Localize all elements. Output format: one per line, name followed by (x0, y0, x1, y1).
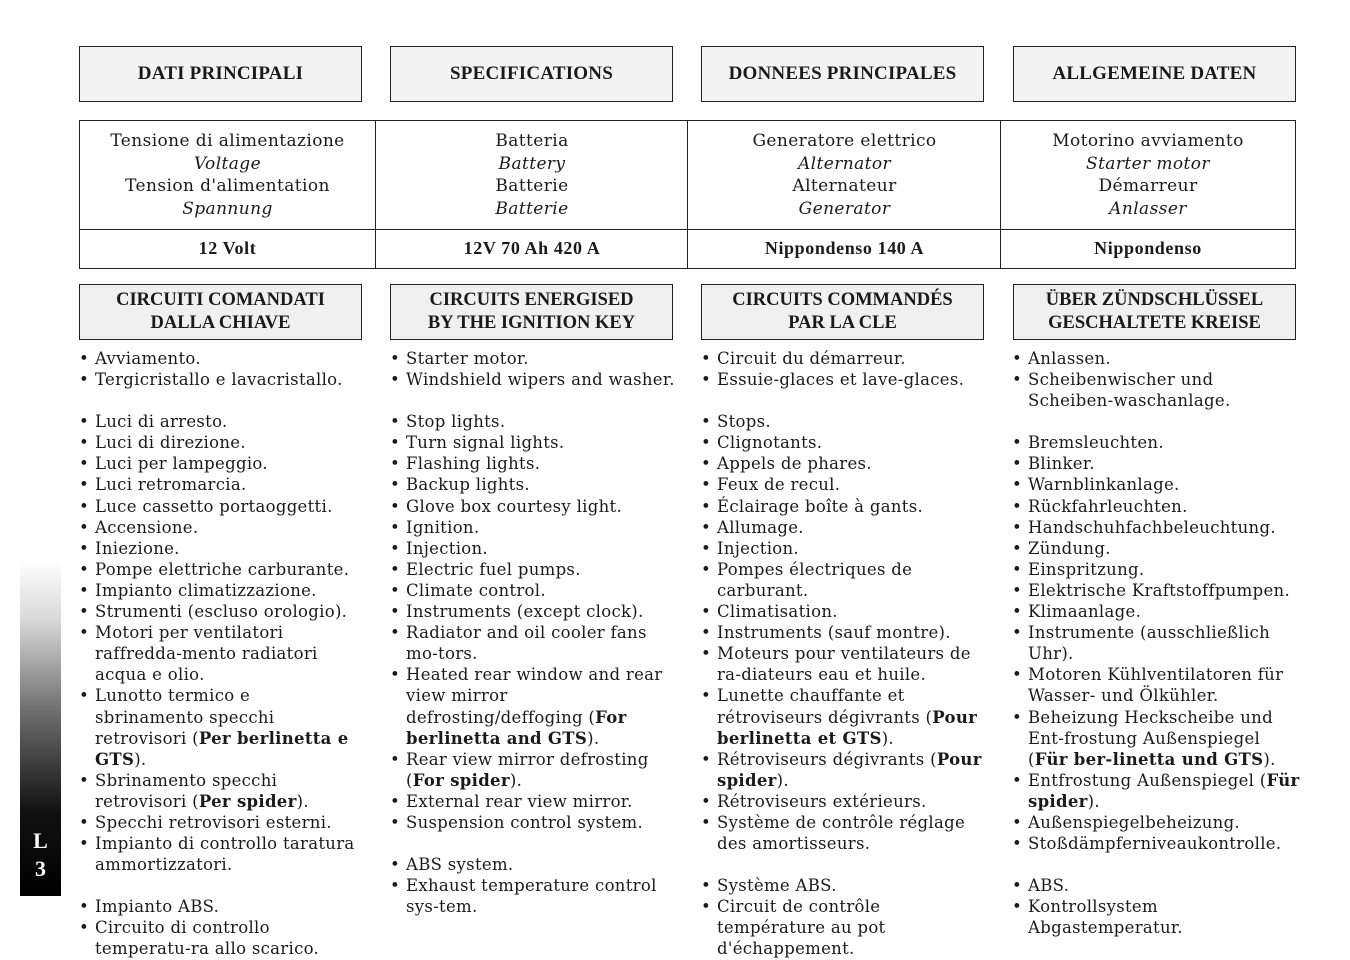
list-item: • Circuit de contrôle température au pot d'échappement. (701, 896, 987, 959)
list-item: • Motoren Kühlventilatoren für Wasser- und Ölkühler. (1012, 664, 1300, 706)
spec-name-it: Generatore elettrico (752, 131, 937, 151)
list-item: • Allumage. (701, 517, 987, 538)
list-item: • Injection. (701, 538, 987, 559)
list-item: • Turn signal lights. (390, 432, 676, 453)
list-item: • Rear view mirror defrosting (For spider). (390, 749, 676, 791)
header-de: ALLGEMEINE DATEN (1013, 46, 1296, 102)
section-header-line: BY THE IGNITION KEY (427, 313, 636, 333)
model-qualifier: Für spider (1028, 770, 1300, 811)
spec-name-it: Tensione di alimentazione (110, 131, 345, 151)
section-header-it (79, 284, 362, 340)
list-item: • Stops. (701, 411, 987, 432)
list-item: • Instruments (except clock). (390, 601, 676, 622)
list-item: • Bremsleuchten. (1012, 432, 1300, 453)
spec-col-alternator (687, 121, 1001, 268)
model-qualifier: Für ber-linetta und GTS (1034, 749, 1264, 769)
spec-name-de: Spannung (182, 198, 273, 219)
section-header-fr (701, 284, 984, 340)
spec-name-fr: Démarreur (1098, 176, 1198, 196)
list-item: • Appels de phares. (701, 453, 987, 474)
list-item: • Accensione. (79, 517, 364, 538)
model-qualifier: For spider (412, 770, 510, 790)
section-header-line: PAR LA CLE (788, 313, 897, 333)
list-item: • Feux de recul. (701, 474, 987, 495)
list-item: • Lunotto termico e sbrinamento specchi retrovisori (Per berlinetta e GTS). (79, 685, 364, 769)
spec-name-fr: Batterie (495, 176, 569, 196)
circuit-list-de (1012, 348, 1300, 938)
list-item: • Circuito di controllo temperatu-ra allo scarico. (79, 917, 364, 959)
list-item: • Clignotants. (701, 432, 987, 453)
spec-value: 12V 70 Ah 420 A (463, 238, 601, 258)
spec-value: Nippondenso 140 A (764, 238, 925, 258)
spec-names (376, 121, 688, 230)
list-item: • Windshield wipers and washer. (390, 369, 676, 390)
list-item: • Ignition. (390, 517, 676, 538)
list-item: • Heated rear window and rear view mirror defrosting/deffoging (For berlinetta and GTS). (390, 664, 676, 748)
spec-name-fr: Alternateur (792, 176, 897, 196)
spec-names (688, 121, 1001, 230)
list-item: • Specchi retrovisori esterni. (79, 812, 364, 833)
list-item: • Iniezione. (79, 538, 364, 559)
list-item: • Impianto climatizzazione. (79, 580, 364, 601)
list-item: • Pompes électriques de carburant. (701, 559, 987, 601)
list-item: • Radiator and oil cooler fans mo-tors. (390, 622, 676, 664)
list-item: • Lunette chauffante et rétroviseurs dégivrants (Pour berlinetta et GTS). (701, 685, 987, 748)
list-item: • Circuit du démarreur. (701, 348, 987, 369)
list-item: • ABS. (1012, 875, 1300, 896)
spec-col-starter (1000, 121, 1295, 268)
spec-name-en: Voltage (193, 153, 262, 174)
section-header-line: ÜBER ZÜNDSCHLÜSSEL (1045, 290, 1264, 310)
header-it: DATI PRINCIPALI (79, 46, 362, 102)
list-item: • Rückfahrleuchten. (1012, 496, 1300, 517)
list-item: • Electric fuel pumps. (390, 559, 676, 580)
side-tab-number: 3 (35, 856, 46, 881)
header-en: SPECIFICATIONS (390, 46, 673, 102)
model-qualifier: Per berlinetta e GTS (95, 728, 349, 769)
list-item: • Moteurs pour ventilateurs de ra-diateurs eau et huile. (701, 643, 987, 685)
list-item: • Glove box courtesy light. (390, 496, 676, 517)
list-item: • Système de contrôle réglage des amortisseurs. (701, 812, 987, 854)
list-item: • Entfrostung Außenspiegel (Für spider). (1012, 770, 1300, 812)
list-item: • Impianto di controllo taratura ammortizzatori. (79, 833, 364, 875)
list-item: • Blinker. (1012, 453, 1300, 474)
list-item: • Injection. (390, 538, 676, 559)
list-item: • Zündung. (1012, 538, 1300, 559)
list-item: • Strumenti (escluso orologio). (79, 601, 364, 622)
list-item: • External rear view mirror. (390, 791, 676, 812)
spec-col-voltage (80, 121, 375, 268)
model-qualifier: For berlinetta and GTS (406, 707, 627, 748)
model-qualifier: Pour spider (717, 749, 982, 790)
list-item: • Scheibenwischer und Scheiben-waschanlage. (1012, 369, 1300, 411)
list-item: • Avviamento. (79, 348, 364, 369)
spec-name-en: Battery (498, 153, 566, 174)
spec-value: Nippondenso (1094, 238, 1202, 258)
model-qualifier: Per spider (198, 791, 297, 811)
list-item: • Essuie-glaces et lave-glaces. (701, 369, 987, 390)
list-item: • Luci di arresto. (79, 411, 364, 432)
list-item: • Starter motor. (390, 348, 676, 369)
header-fr: DONNEES PRINCIPALES (701, 46, 984, 102)
list-item: • Éclairage boîte à gants. (701, 496, 987, 517)
list-item: • Außenspiegelbeheizung. (1012, 812, 1300, 833)
spec-names (80, 121, 375, 230)
list-item: • Tergicristallo e lavacristallo. (79, 369, 364, 390)
spec-name-de: Generator (798, 198, 891, 219)
spec-table (79, 120, 1296, 269)
list-item: • Handschuhfachbeleuchtung. (1012, 517, 1300, 538)
list-item: • Luci di direzione. (79, 432, 364, 453)
list-item: • Stoßdämpferniveaukontrolle. (1012, 833, 1300, 854)
list-item: • Climatisation. (701, 601, 987, 622)
list-item: • Pompe elettriche carburante. (79, 559, 364, 580)
section-header-line: CIRCUITS ENERGISED (429, 290, 634, 310)
spec-name-it: Batteria (495, 131, 569, 151)
list-item: • Instrumente (ausschließlich Uhr). (1012, 622, 1300, 664)
list-item: • Backup lights. (390, 474, 676, 495)
spec-names (1001, 121, 1295, 230)
spec-name-it: Motorino avviamento (1052, 131, 1244, 151)
section-header-line: CIRCUITI COMANDATI (116, 290, 325, 310)
list-item: • Climate control. (390, 580, 676, 601)
list-item: • Anlassen. (1012, 348, 1300, 369)
list-item: • Kontrollsystem Abgastemperatur. (1012, 896, 1300, 938)
spec-name-en: Alternator (797, 153, 891, 174)
list-item: • Stop lights. (390, 411, 676, 432)
list-item: • Elektrische Kraftstoffpumpen. (1012, 580, 1300, 601)
side-tab-letter: L (33, 828, 48, 853)
list-item: • Exhaust temperature control sys-tem. (390, 875, 676, 917)
spec-name-fr: Tension d'alimentation (125, 176, 330, 196)
list-item: • Luci retromarcia. (79, 474, 364, 495)
list-item: • Rétroviseurs dégivrants (Pour spider). (701, 749, 987, 791)
list-item: • Luce cassetto portaoggetti. (79, 496, 364, 517)
list-item: • Sbrinamento specchi retrovisori (Per spider). (79, 770, 364, 812)
spec-name-de: Anlasser (1109, 198, 1187, 219)
spec-col-battery (375, 121, 688, 268)
spec-name-en: Starter motor (1086, 153, 1210, 174)
list-item: • Rétroviseurs extérieurs. (701, 791, 987, 812)
spec-value: 12 Volt (198, 238, 257, 258)
list-item: • Motori per ventilatori raffredda-mento radiatori acqua e olio. (79, 622, 364, 685)
list-item: • Impianto ABS. (79, 896, 364, 917)
section-header-line: DALLA CHIAVE (150, 313, 291, 333)
list-item: • Luci per lampeggio. (79, 453, 364, 474)
list-item: • Suspension control system. (390, 812, 676, 833)
circuit-list-en (390, 348, 676, 917)
circuit-list-it (79, 348, 364, 960)
list-item: • Instruments (sauf montre). (701, 622, 987, 643)
list-item: • Flashing lights. (390, 453, 676, 474)
list-item: • Klimaanlage. (1012, 601, 1300, 622)
list-item: • Warnblinkanlage. (1012, 474, 1300, 495)
circuit-list-fr (701, 348, 987, 960)
list-item: • Einspritzung. (1012, 559, 1300, 580)
section-header-line: CIRCUITS COMMANDÉS (732, 290, 953, 310)
section-header-line: GESCHALTETE KREISE (1048, 313, 1261, 333)
list-item: • Système ABS. (701, 875, 987, 896)
list-item: • ABS system. (390, 854, 676, 875)
section-header-en (390, 284, 673, 340)
list-item: • Beheizung Heckscheibe und Ent-frostung Außenspiegel (Für ber-linetta und GTS). (1012, 707, 1300, 770)
model-qualifier: Pour berlinetta et GTS (717, 707, 978, 748)
section-header-de (1013, 284, 1296, 340)
spec-name-de: Batterie (495, 198, 569, 219)
